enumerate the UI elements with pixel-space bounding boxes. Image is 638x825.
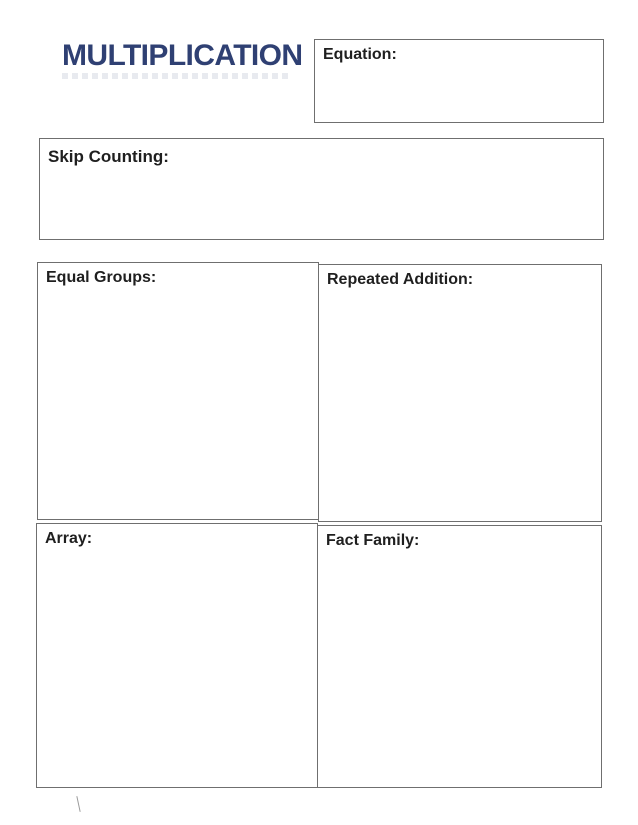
array-box[interactable] [36,523,318,788]
equation-box[interactable] [314,39,604,123]
repeated-addition-box[interactable] [318,264,602,522]
stray-pen-mark [76,796,80,812]
fact-family-label: Fact Family: [326,532,420,549]
skip-counting-label: Skip Counting: [48,147,169,166]
equal-groups-label: Equal Groups: [46,269,157,286]
repeated-addition-label: Repeated Addition: [327,271,474,288]
page-title: MULTIPLICATION [62,39,303,72]
array-label: Array: [45,530,93,547]
skip-counting-box[interactable] [39,138,604,240]
equal-groups-box[interactable] [37,262,319,520]
fact-family-box[interactable] [317,525,602,788]
equation-label: Equation: [323,46,397,63]
title-bleed-decoration [62,73,292,79]
